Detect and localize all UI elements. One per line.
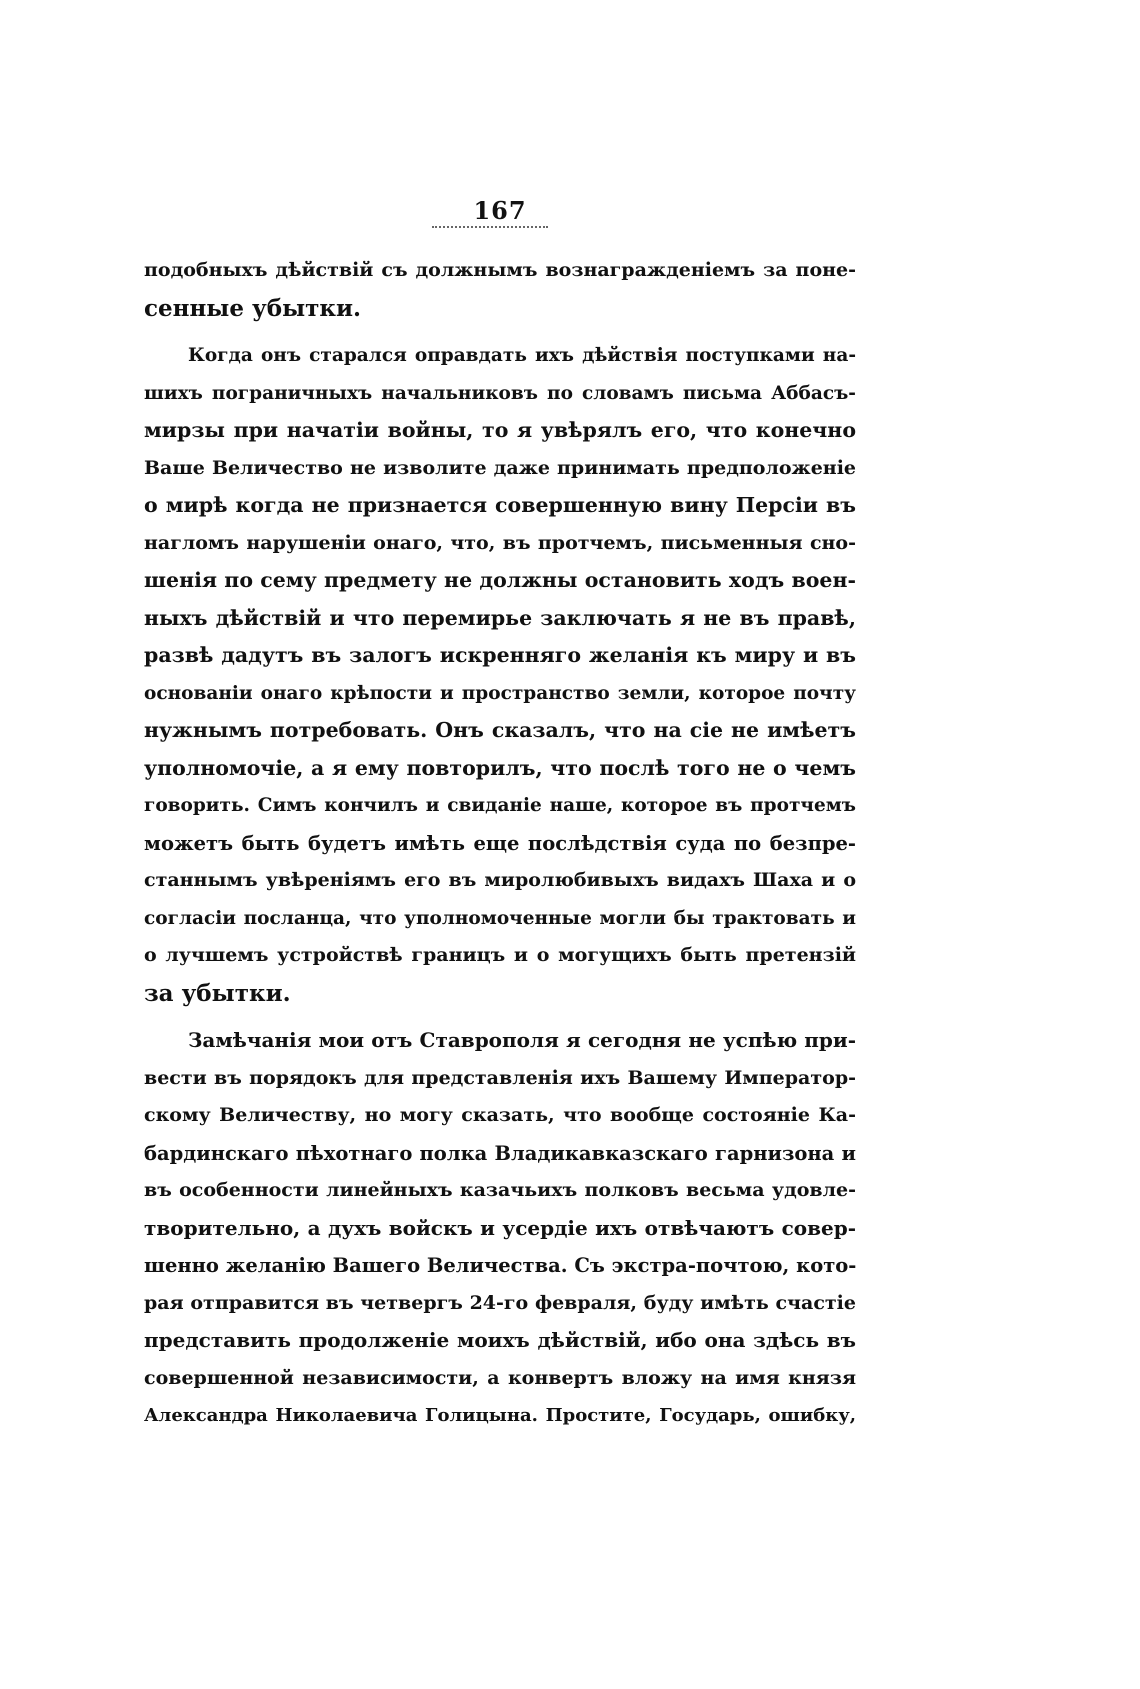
text-line: шенно желанію Вашего Величества. Съ экстра-почтою, кото-	[144, 1254, 857, 1277]
text-line: въ особенности линейныхъ казачьихъ полковъ весьма удовле-	[144, 1179, 856, 1201]
text-line: вести въ порядокъ для представленія ихъ Вашему Император-	[144, 1066, 856, 1089]
text-line: сенные убытки.	[144, 294, 362, 322]
text-line: подобныхъ дѣйствій съ должнымъ вознагражденіемъ за поне-	[144, 259, 856, 281]
text-line: согласіи посланца, что уполномоченные могли бы трактовать и	[144, 907, 856, 929]
text-line: скому Величеству, но могу сказать, что вообще состояніе Ка-	[144, 1104, 856, 1126]
text-line: нужнымъ потребовать. Онъ сказалъ, что на сіе не имѣетъ	[144, 718, 856, 742]
text-line: Когда онъ старался оправдать ихъ дѣйствія поступками на-	[188, 345, 856, 366]
paragraph	[144, 252, 856, 327]
text-line: станнымъ увѣреніямъ его въ миролюбивыхъ видахъ Шаха и о	[144, 869, 856, 891]
text-line: бардинскаго пѣхотнаго полка Владикавказскаго гарнизона и	[144, 1141, 856, 1165]
text-line: о лучшемъ устройствѣ границъ и о могущихъ быть претензій	[144, 944, 856, 966]
text-line: уполномочіе, а я ему повторилъ, что послѣ того не о чемъ	[144, 755, 856, 780]
page-number-ornament	[432, 226, 548, 228]
text-line: основаніи онаго крѣпости и пространство земли, которое почту	[144, 682, 856, 704]
text-line: шихъ пограничныхъ начальниковъ по словамъ письма Аббасъ-	[144, 382, 856, 404]
text-line: мирзы при начатіи войны, то я увѣрялъ его, что конечно	[144, 418, 856, 442]
text-line: ныхъ дѣйствій и что перемирье заключать я не въ правѣ,	[144, 605, 856, 630]
body-text	[144, 252, 856, 1435]
paragraph	[144, 1022, 856, 1435]
text-line: творительно, а духъ войскъ и усердіе ихъ отвѣчаютъ совер-	[144, 1215, 856, 1240]
text-line: представить продолженіе моихъ дѣйствій, ибо она здѣсь въ	[144, 1328, 856, 1352]
page-number: 167	[473, 196, 527, 225]
text-line: говорить. Симъ кончилъ и свиданіе наше, которое въ протчемъ	[144, 795, 856, 816]
text-line: Ваше Величество не изволите даже принимать предположеніе	[144, 456, 856, 479]
text-line: развѣ дадутъ въ залогъ искренняго желанія къ миру и въ	[144, 643, 856, 667]
paragraph	[144, 337, 856, 1012]
text-line: можетъ быть будетъ имѣть еще послѣдствія суда по безпре-	[144, 831, 856, 855]
text-line: за убытки.	[144, 979, 291, 1007]
text-line: нагломъ нарушеніи онаго, что, въ протчемъ, письменныя сно-	[144, 531, 856, 554]
text-line: о мирѣ когда не признается совершенную вину Персіи въ	[144, 493, 856, 517]
text-line: шенія по сему предмету не должны остановить ходъ воен-	[144, 568, 856, 592]
text-line: рая отправится въ четвергъ 24-го февраля, буду имѣть счастіе	[144, 1291, 856, 1314]
text-line: Замѣчанія мои отъ Ставрополя я сегодня не успѣю при-	[188, 1028, 856, 1052]
text-line: Александра Николаевича Голицына. Простите, Государь, ошибку,	[144, 1405, 856, 1426]
text-line: совершенной независимости, а конвертъ вложу на имя князя	[144, 1366, 856, 1389]
